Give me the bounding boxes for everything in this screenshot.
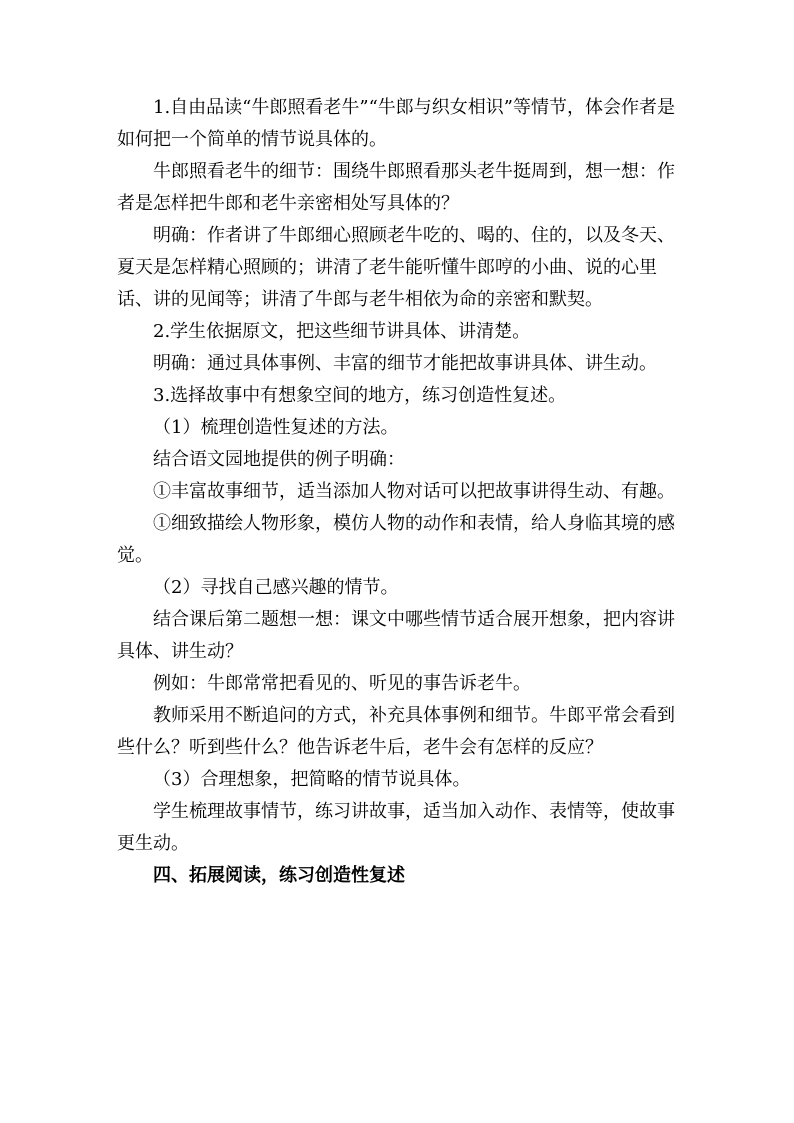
paragraph-5: 明确：通过具体事例、丰富的细节才能把故事讲具体、讲生动。 xyxy=(153,353,657,374)
paragraph-2: 牛郎照看老牛的细节：围绕牛郎照看那头老牛挺周到，想一想：作者是怎样把牛郎和老牛亲密相处写具体的？ xyxy=(117,161,675,214)
paragraph-10: ①细致描绘人物形象，模仿人物的动作和表情，给人身临其境的感觉。 xyxy=(117,513,675,566)
paragraph-4: 2.学生依据原文，把这些细节讲具体、讲清楚。 xyxy=(153,321,531,342)
paragraph-3: 明确：作者讲了牛郎细心照顾老牛吃的、喝的、住的，以及冬天、夏天是怎样精心照顾的；讲清了老牛能听懂牛郎哼的小曲、说的心里话、讲的见闻等；讲清了牛郎与老牛相依为命的亲密和默契。 xyxy=(117,225,675,310)
paragraph-12: 结合课后第二题想一想：课文中哪些情节适合展开想象，把内容讲具体、讲生动？ xyxy=(117,609,675,662)
paragraph-9: ①丰富故事细节，适当添加人物对话可以把故事讲得生动、有趣。 xyxy=(153,481,675,502)
section-heading: 四、拓展阅读，练习创造性复述 xyxy=(153,865,405,886)
paragraph-13: 例如：牛郎常常把看见的、听见的事告诉老牛。 xyxy=(153,673,531,694)
paragraph-16: 学生梳理故事情节，练习讲故事，适当加入动作、表情等，使故事更生动。 xyxy=(117,801,675,854)
paragraph-8: 结合语文园地提供的例子明确： xyxy=(153,449,405,470)
paragraph-1: 1.自由品读“牛郎照看老牛”“牛郎与织女相识”等情节，体会作者是如何把一个简单的情节说具体的。 xyxy=(117,97,675,150)
paragraph-14: 教师采用不断追问的方式，补充具体事例和细节。牛郎平常会看到些什么？听到些什么？他告诉老牛后，老牛会有怎样的反应？ xyxy=(117,705,675,758)
paragraph-11: （2）寻找自己感兴趣的情节。 xyxy=(153,577,399,598)
paragraph-7: （1）梳理创造性复述的方法。 xyxy=(153,417,399,438)
document-body xyxy=(117,92,687,892)
paragraph-6: 3.选择故事中有想象空间的地方，练习创造性复述。 xyxy=(153,385,567,406)
paragraph-15: （3）合理想象，把简略的情节说具体。 xyxy=(153,769,471,790)
